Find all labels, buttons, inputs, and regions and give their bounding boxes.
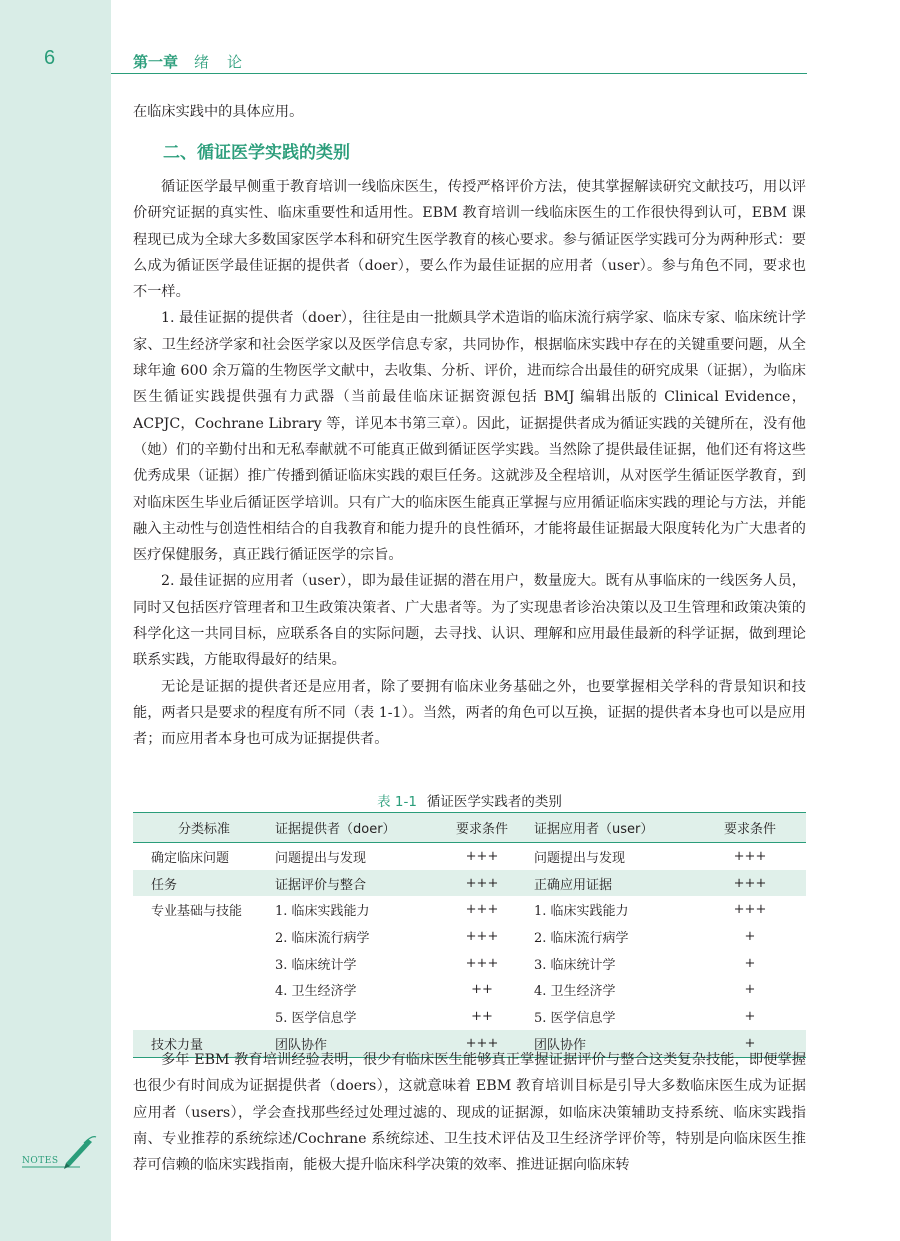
table-header-cell: 分类标准	[133, 813, 275, 843]
table-cell: +++	[465, 928, 499, 944]
paragraph-4: 无论是证据的提供者还是应用者，除了要拥有临床业务基础之外，也要掌握相关学科的背景知识和技能，两者只是要求的程度有所不同（表 1-1）。当然，两者的角色可以互换，证据的提供者本身也可以是应用者；而应用者本身也可成为证据提供者。	[133, 678, 806, 748]
paragraph-2: 1. 最佳证据的提供者（doer），往往是由一批颇具学术造诣的临床流行病学家、临床专家、临床统计学家、卫生经济学家和社会医学家以及医学信息专家，共同协作，根据临床实践中存在的关键重要问题，从全球年逾 600 余万篇的生物医学文献中，去收集、分析、评价，进而综合出最佳的研究成果（证据），为临床医生循证实践提供强有力武器（当前最佳临床证据资源包括 BMJ 编辑出版的 Clinical Evidence，ACPJC，Cochrane Library 等，详见本书第三章）。因此，证据提供者成为循证实践的关键所在，没有他（她）们的辛勤付出和无私奉献就不可能真正做到循证医学实践。当然除了提供最佳证据，他们还有将这些优秀成果（证据）推广传播到循证临床实践的艰巨任务。这就涉及全程培训，从对医学生循证医学教育，到对临床医生毕业后循证医学培训。只有广大的临床医生能真正掌握与应用循证临床实践的理论与方法，并能融入主动性与创造性相结合的自我教育和能力提升的良性循环，才能将最佳证据最大限度转化为广大患者的医疗保健服务，真正践行循证医学的宗旨。	[133, 310, 806, 564]
table-cell: +++	[694, 870, 806, 897]
table-cell: 4. 卫生经济学	[534, 984, 616, 1000]
chapter-name: 绪论	[194, 53, 261, 71]
paragraph-1: 循证医学最早侧重于教育培训一线临床医生，传授严格评价方法，使其掌握解读研究文献技巧，用以评价研究证据的真实性、临床重要性和适用性。EBM 教育培训一线临床医生的工作很快得到认可，EBM 课程现已成为全球大多数国家医学本科和研究生医学教育的核心要求。参与循证医学实践可分为两种形式：要么成为循证医学最佳证据的提供者（doer），要么作为最佳证据的应用者（user）。参与角色不同，要求也不一样。	[133, 179, 806, 301]
table-cell	[133, 950, 275, 977]
table-cell: +++	[430, 870, 534, 897]
table-cell: ++	[471, 982, 493, 998]
table-cell: 3. 临床统计学	[534, 957, 616, 973]
table-caption-title: 循证医学实践者的类别	[426, 794, 562, 810]
table-cell: 团队协作	[534, 1030, 694, 1057]
table-cell: 3. 临床统计学	[275, 957, 357, 973]
table-cell: +++	[465, 902, 499, 918]
table-header-row	[133, 813, 806, 843]
margin-sidebar	[0, 0, 111, 1241]
table-cell: 正确应用证据	[534, 870, 694, 897]
table-cell: 5. 医学信息学	[534, 1010, 616, 1026]
paragraph-5: 多年 EBM 教育培训经验表明，很少有临床医生能够真正掌握证据评价与整合这类复杂技能，即便掌握也很少有时间成为证据提供者（doers），这就意味着 EBM 教育培训目标是引导大多数临床医生成为证据应用者（users），学会查找那些经过处理过滤的、现成的证据源，如临床决策辅助支持系统、临床实践指南、专业推荐的系统综述/Cochrane 系统综述、卫生技术评估及卫生经济学评价等，特别是向临床医生推荐可信赖的临床实践指南，能极大提升临床科学决策的效率、推进证据向临床转	[133, 1052, 806, 1174]
table-caption-number: 表 1-1	[377, 794, 417, 810]
body-text-block	[133, 174, 806, 753]
table-cell: +++	[465, 955, 499, 971]
table-cell: 5. 医学信息学	[275, 1010, 357, 1026]
table-row	[133, 1003, 806, 1030]
table-cell: 确定临床问题	[151, 850, 230, 866]
table-cell: 2. 临床流行病学	[534, 930, 629, 946]
table-cell: 1. 临床实践能力	[534, 904, 629, 920]
paragraph-3: 2. 最佳证据的应用者（user），即为最佳证据的潜在用户，数量庞大。既有从事临床的一线医务人员，同时又包括医疗管理者和卫生政策决策者、广大患者等。为了实现患者诊治决策以及卫生管理和政策决策的科学化这一共同目标，应联系各自的实际问题，去寻找、认识、理解和应用最佳最新的科学证据，做到理论联系实践，方能取得最好的结果。	[133, 573, 806, 669]
table-cell	[133, 1003, 275, 1030]
practitioner-table	[133, 812, 806, 1058]
table-row	[133, 896, 806, 923]
table-row	[133, 976, 806, 1003]
table-cell: +	[744, 928, 756, 944]
table-cell: 专业基础与技能	[151, 904, 243, 920]
table-row	[133, 950, 806, 977]
table-row	[133, 870, 806, 897]
table-row	[133, 843, 806, 870]
table-cell: +	[744, 982, 756, 998]
table-cell	[133, 976, 275, 1003]
table-header-cell: 证据提供者（doer）	[275, 813, 430, 843]
table-cell: 团队协作	[275, 1030, 430, 1057]
table-cell: 问题提出与发现	[534, 850, 626, 866]
notes-label: NOTES	[22, 1156, 59, 1166]
notes-marker	[22, 1133, 102, 1173]
table-cell: 2. 临床流行病学	[275, 930, 370, 946]
table-cell: +	[694, 1030, 806, 1057]
table-cell: 4. 卫生经济学	[275, 984, 357, 1000]
opening-line	[133, 99, 806, 125]
table-cell: 问题提出与发现	[275, 850, 367, 866]
table-cell: 证据评价与整合	[275, 870, 430, 897]
table-cell	[133, 923, 275, 950]
chapter-header	[133, 51, 260, 72]
table-caption	[133, 790, 806, 810]
table-cell: +++	[430, 1030, 534, 1057]
table-row	[133, 923, 806, 950]
section-heading: 二、循证医学实践的类别	[163, 143, 350, 163]
opening-paragraph: 在临床实践中的具体应用。	[133, 104, 304, 120]
chapter-label: 第一章	[133, 53, 179, 71]
pen-icon	[22, 1133, 102, 1173]
table-cell: +++	[465, 848, 499, 864]
table-cell: ++	[471, 1008, 493, 1024]
table-cell: +	[744, 955, 756, 971]
table-cell: 任务	[133, 870, 275, 897]
page-number: 6	[44, 47, 56, 69]
closing-text-block	[133, 1047, 806, 1178]
table-cell: 技术力量	[133, 1030, 275, 1057]
table-cell: 1. 临床实践能力	[275, 904, 370, 920]
table-cell: +++	[733, 902, 767, 918]
table-header-cell: 要求条件	[430, 813, 534, 843]
table-cell: +++	[733, 848, 767, 864]
table-header-cell: 要求条件	[694, 813, 806, 843]
table-cell: +	[744, 1008, 756, 1024]
table-header-cell: 证据应用者（user）	[534, 813, 694, 843]
header-rule	[111, 73, 807, 74]
